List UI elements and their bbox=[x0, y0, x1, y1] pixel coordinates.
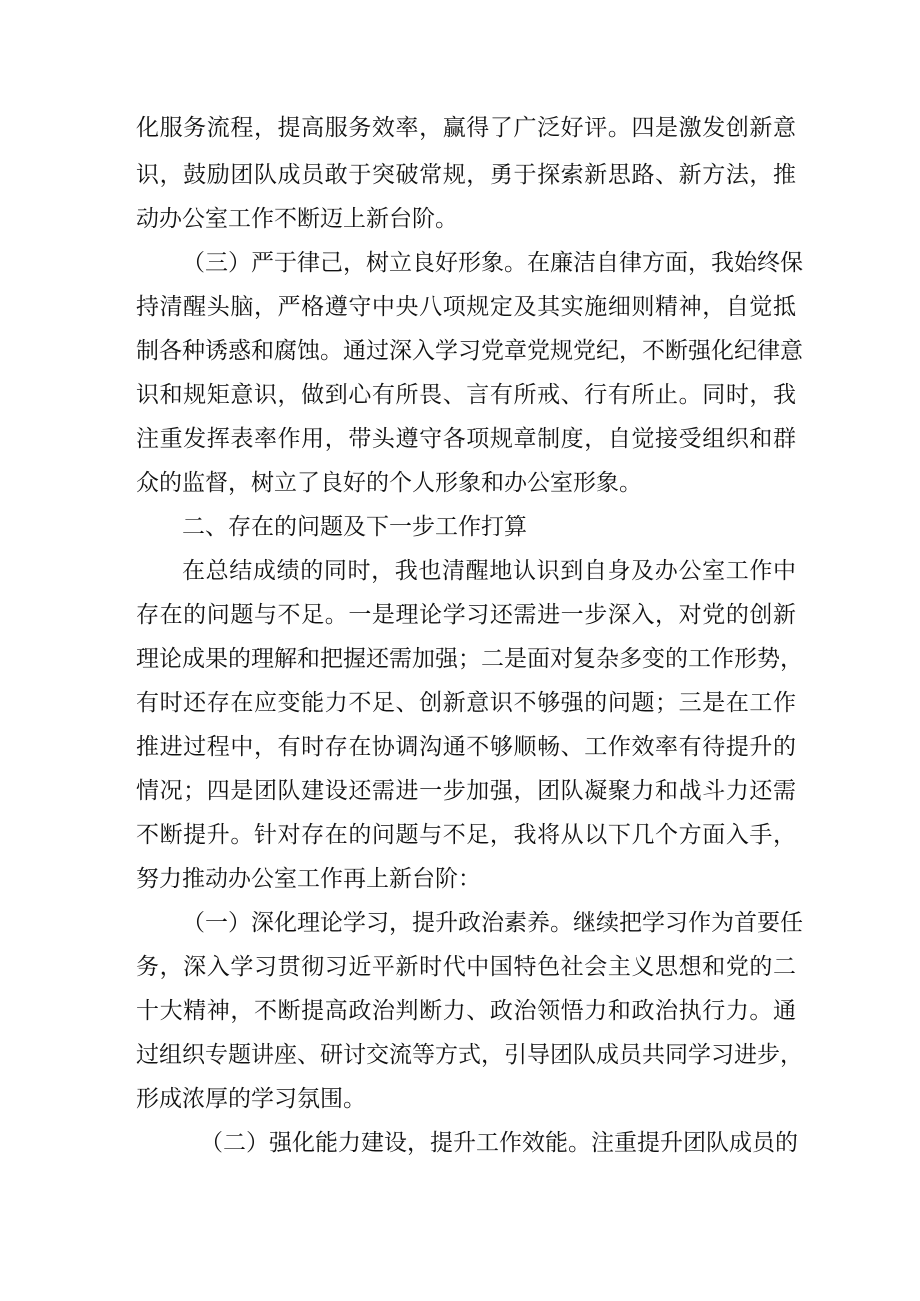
paragraph-line: 众的监督，树立了良好的个人形象和办公室形象。 bbox=[136, 470, 642, 496]
paragraph-line: 存在的问题与不足。一是理论学习还需进一步深入，对党的创新 bbox=[136, 602, 796, 628]
paragraph-line: 识，鼓励团队成员敢于突破常规，勇于探索新思路、新方法，推 bbox=[136, 162, 796, 188]
paragraph-line: 在总结成绩的同时，我也清醒地认识到自身及办公室工作中 bbox=[182, 558, 796, 584]
paragraph-line: 动办公室工作不断迈上新台阶。 bbox=[136, 206, 458, 232]
paragraph-line: 有时还存在应变能力不足、创新意识不够强的问题；三是在工作 bbox=[136, 690, 796, 716]
paragraph-line: 识和规矩意识，做到心有所畏、言有所戒、行有所止。同时，我 bbox=[136, 382, 796, 408]
paragraph-line: 情况；四是团队建设还需进一步加强，团队凝聚力和战斗力还需 bbox=[136, 778, 796, 804]
paragraph-line: 推进过程中，有时存在协调沟通不够顺畅、工作效率有待提升的 bbox=[136, 734, 796, 760]
paragraph-line: 持清醒头脑，严格遵守中央八项规定及其实施细则精神，自觉抵 bbox=[136, 294, 796, 320]
section-title: 二、存在的问题及下一步工作打算 bbox=[182, 514, 527, 540]
paragraph-line: 不断提升。针对存在的问题与不足，我将从以下几个方面入手， bbox=[136, 822, 796, 848]
paragraph-line: 过组织专题讲座、研讨交流等方式，引导团队成员共同学习进步， bbox=[136, 1042, 803, 1068]
section-heading-line: （一）深化理论学习，提升政治素养。继续把学习作为首要任 bbox=[182, 910, 803, 936]
paragraph-line: 务，深入学习贯彻习近平新时代中国特色社会主义思想和党的二 bbox=[136, 954, 796, 980]
paragraph-line: 努力推动办公室工作再上新台阶： bbox=[136, 866, 481, 892]
paragraph-line: 十大精神，不断提高政治判断力、政治领悟力和政治执行力。通 bbox=[136, 998, 796, 1024]
paragraph-line: 制各种诱惑和腐蚀。通过深入学习党章党规党纪，不断强化纪律意 bbox=[136, 338, 803, 364]
paragraph-line: 注重发挥表率作用，带头遵守各项规章制度，自觉接受组织和群 bbox=[136, 426, 796, 452]
paragraph-line: 理论成果的理解和把握还需加强；二是面对复杂多变的工作形势， bbox=[136, 646, 803, 672]
section-heading-line: （三）严于律己，树立良好形象。在廉洁自律方面，我始终保 bbox=[182, 250, 803, 276]
paragraph-line: 形成浓厚的学习氛围。 bbox=[136, 1086, 366, 1112]
section-heading-line: （二）强化能力建设，提升工作效能。注重提升团队成员的 bbox=[200, 1130, 798, 1156]
paragraph-line: 化服务流程，提高服务效率，赢得了广泛好评。四是激发创新意 bbox=[136, 115, 796, 141]
